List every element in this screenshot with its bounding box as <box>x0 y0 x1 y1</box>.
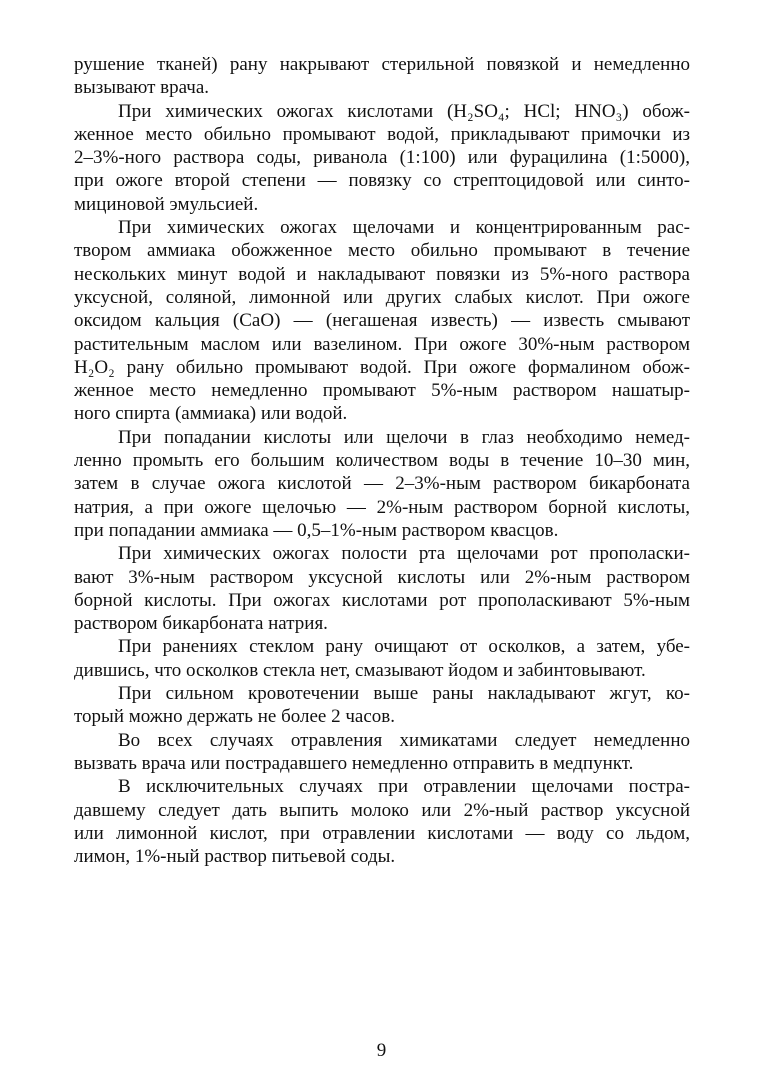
text-line: При химических ожогах щелочами и концентрированным рас- <box>118 217 690 239</box>
text-line: уксусной, соляной, лимонной или других слабых кислот. При ожоге <box>74 286 690 308</box>
paragraph <box>74 729 690 776</box>
text-line: вызвать врача или пострадавшего немедленно отправить в медпункт. <box>74 752 634 774</box>
text-line: 2–3%-ного раствора соды, риванола (1:100) или фурацилина (1:5000), <box>74 147 690 169</box>
paragraph <box>74 53 690 100</box>
page-body-text <box>74 53 690 868</box>
paragraph <box>74 775 690 868</box>
text-line: раствором бикарбоната натрия. <box>74 613 328 635</box>
text-line: рушение тканей) рану накрывают стерильной повязкой и немедленно <box>74 54 690 75</box>
text-line: При попадании кислоты или щелочи в глаз необходимо немед- <box>118 426 690 448</box>
text-line: лимон, 1%-ный раствор питьевой соды. <box>74 846 396 868</box>
text-line: В исключительных случаях при отравлении щелочами постра- <box>118 776 690 798</box>
paragraph <box>74 542 690 635</box>
text-line: Во всех случаях отравления химикатами следует немедленно <box>118 729 690 751</box>
text-line: дившись, что осколков стекла нет, смазывают йодом и забинтовывают. <box>74 659 646 681</box>
text-line: или лимонной кислот, при отравлении кислотами — воду со льдом, <box>74 822 690 844</box>
text-line: вают 3%-ным раствором уксусной кислоты или 2%-ным раствором <box>74 566 690 588</box>
text-line: женное место немедленно промывают 5%-ным раствором нашатыр- <box>74 380 690 402</box>
text-line: давшему следует дать выпить молоко или 2%-ный раствор уксусной <box>74 799 690 821</box>
paragraph <box>74 216 690 426</box>
text-line: при попадании аммиака — 0,5–1%-ным раствором квасцов. <box>74 519 559 541</box>
text-line: оксидом кальция (CaO) — (негашеная известь) — известь смывают <box>74 310 690 332</box>
text-line: H₂O₂ рану обильно промывают водой. При ожоге формалином обож- <box>74 356 690 378</box>
text-line: натрия, а при ожоге щелочью — 2%-ным раствором борной кислоты, <box>74 496 690 518</box>
text-line: растительным маслом или вазелином. При ожоге 30%-ным раствором <box>74 333 690 355</box>
text-line: вызывают врача. <box>74 77 210 99</box>
text-line: ного спирта (аммиака) или водой. <box>74 403 348 425</box>
text-line: затем в случае ожога кислотой — 2–3%-ным раствором бикарбоната <box>74 473 690 495</box>
page-number: 9 <box>376 1040 387 1061</box>
text-line: при ожоге второй степени — повязку со стрептоцидовой или синто- <box>74 170 690 192</box>
text-line: борной кислоты. При ожогах кислотами рот прополаскивают 5%-ным <box>74 589 690 611</box>
text-line: При химических ожогах полости рта щелочами рот прополаски- <box>118 543 690 565</box>
text-line: нескольких минут водой и накладывают повязки из 5%-ного раствора <box>74 263 690 285</box>
text-line: ленно промыть его большим количеством воды в течение 10–30 мин, <box>74 450 690 472</box>
paragraph <box>74 100 690 216</box>
text-line: При сильном кровотечении выше раны накладывают жгут, ко- <box>118 683 690 705</box>
text-line: мициновой эмульсией. <box>74 193 259 215</box>
text-line: твором аммиака обожженное место обильно промывают в течение <box>74 240 690 262</box>
paragraph <box>74 682 690 729</box>
text-line: женное место обильно промывают водой, прикладывают примочки из <box>74 123 690 145</box>
text-line: При химических ожогах кислотами (H₂SO₄; HCl; HNO₃) обож- <box>118 100 690 122</box>
paragraph <box>74 426 690 542</box>
text-line: При ранениях стеклом рану очищают от осколков, а затем, убе- <box>118 636 690 658</box>
paragraph <box>74 635 690 682</box>
text-line: торый можно держать не более 2 часов. <box>74 706 395 728</box>
